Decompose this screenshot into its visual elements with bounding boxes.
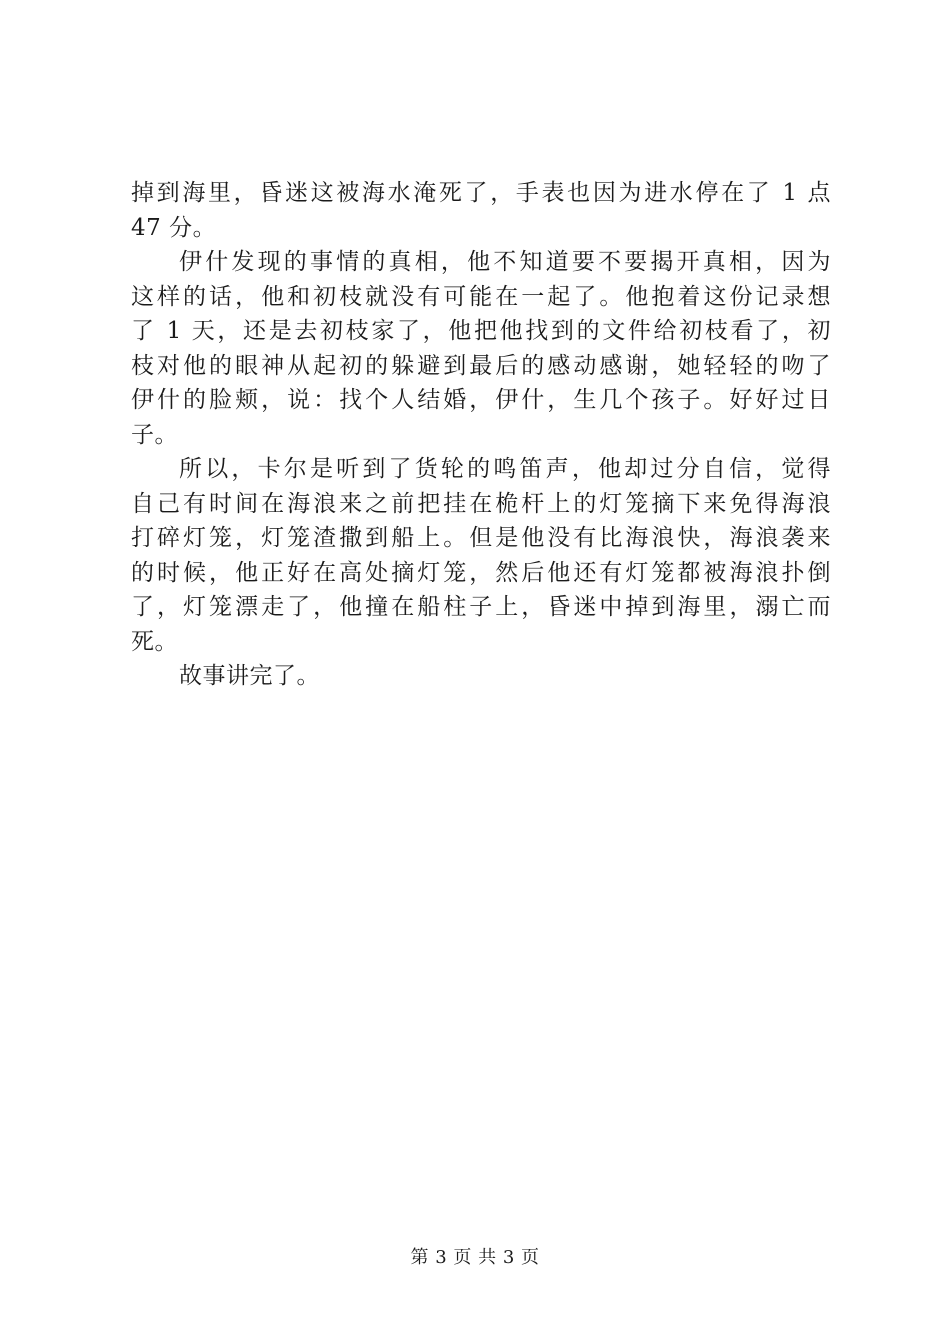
text-line: 自己有时间在海浪来之前把挂在桅杆上的灯笼摘下来免得海浪	[131, 490, 831, 517]
text-line: 伊什的脸颊，说：找个人结婚，伊什，生几个孩子。好好过日	[131, 387, 831, 413]
text-line: 了 1 天，还是去初枝家了，他把他找到的文件给初枝看了，初	[131, 318, 831, 344]
text-line: 子。	[131, 421, 178, 448]
text-line: 47 分。	[131, 214, 217, 241]
paragraph-1	[131, 176, 831, 245]
paragraph-3	[131, 452, 831, 659]
text-line: 这样的话，他和初枝就没有可能在一起了。他抱着这份记录想	[131, 283, 831, 310]
paragraph-2	[131, 245, 831, 452]
text-line: 枝对他的眼神从起初的躲避到最后的感动感谢，她轻轻的吻了	[131, 352, 831, 379]
page-footer: 第 3 页 共 3 页	[410, 1247, 540, 1268]
text-line: 的时候，他正好在高处摘灯笼，然后他还有灯笼都被海浪扑倒	[131, 559, 831, 586]
text-line: 所以，卡尔是听到了货轮的鸣笛声，他却过分自信，觉得	[179, 456, 831, 482]
document-body	[131, 176, 831, 694]
text-line: 死。	[131, 628, 178, 655]
text-line: 故事讲完了。	[179, 663, 320, 689]
text-line: 掉到海里，昏迷这被海水淹死了，手表也因为进水停在了 1 点	[131, 180, 831, 206]
paragraph-4	[131, 659, 831, 694]
text-line: 伊什发现的事情的真相，他不知道要不要揭开真相，因为	[179, 249, 831, 275]
text-line: 了，灯笼漂走了，他撞在船柱子上，昏迷中掉到海里，溺亡而	[131, 594, 831, 620]
text-line: 打碎灯笼，灯笼渣撒到船上。但是他没有比海浪快，海浪袭来	[131, 525, 831, 551]
